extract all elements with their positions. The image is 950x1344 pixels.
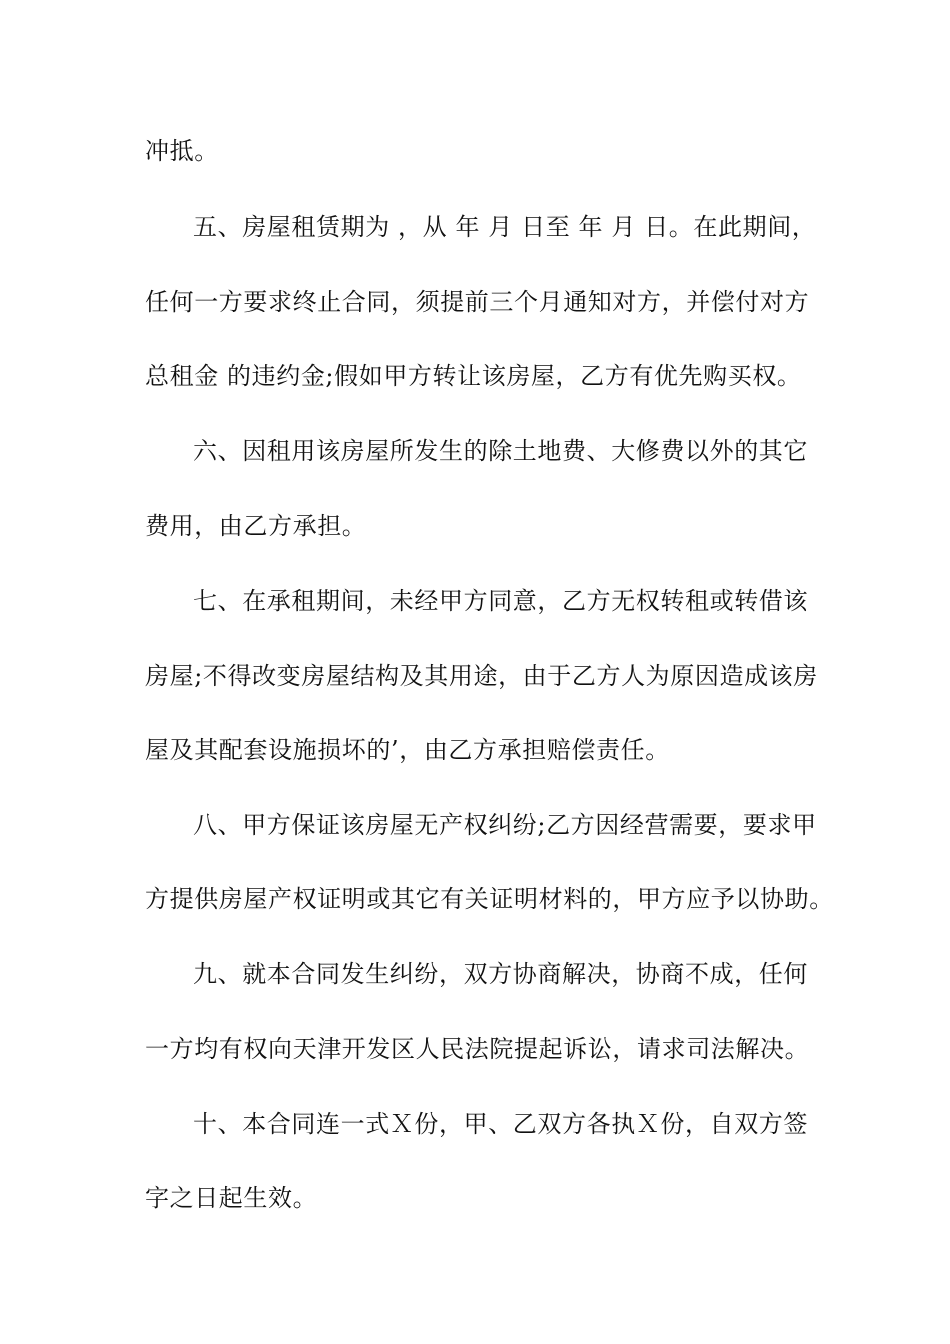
clause-6-line-1: 六、因租用该房屋所发生的除土地费、大修费以外的其它 xyxy=(193,437,808,465)
text-line: 冲抵。 xyxy=(145,137,219,165)
clause-6-line-2: 费用，由乙方承担。 xyxy=(145,512,367,540)
clause-10-line-2: 字之日起生效。 xyxy=(145,1184,318,1212)
clause-5-line-3: 总租金 的违约金;假如甲方转让该房屋，乙方有优先购买权。 xyxy=(145,362,802,390)
clause-7-line-1: 七、在承租期间，未经甲方同意，乙方无权转租或转借该 xyxy=(193,587,808,615)
clause-9-line-1: 九、就本合同发生纠纷，双方协商解决，协商不成，任何 xyxy=(193,960,808,988)
clause-10-line-1: 十、本合同连一式Ｘ份，甲、乙双方各执Ｘ份，自双方签 xyxy=(193,1110,808,1138)
clause-5-line-2: 任何一方要求终止合同，须提前三个月通知对方，并偿付对方 xyxy=(145,288,810,316)
clause-7-line-2: 房屋;不得改变房屋结构及其用途，由于乙方人为原因造成该房 xyxy=(145,662,818,690)
clause-7-line-3: 屋及其配套设施损坏的’，由乙方承担赔偿责任。 xyxy=(145,736,670,764)
clause-8-line-2: 方提供房屋产权证明或其它有关证明材料的，甲方应予以协助。 xyxy=(145,885,834,913)
clause-5-line-1: 五、房屋租赁期为 ，从 年 月 日至 年 月 日。在此期间， xyxy=(193,213,817,241)
clause-8-line-1: 八、甲方保证该房屋无产权纠纷;乙方因经营需要，要求甲 xyxy=(193,811,817,839)
clause-9-line-2: 一方均有权向天津开发区人民法院提起诉讼，请求司法解决。 xyxy=(145,1035,810,1063)
